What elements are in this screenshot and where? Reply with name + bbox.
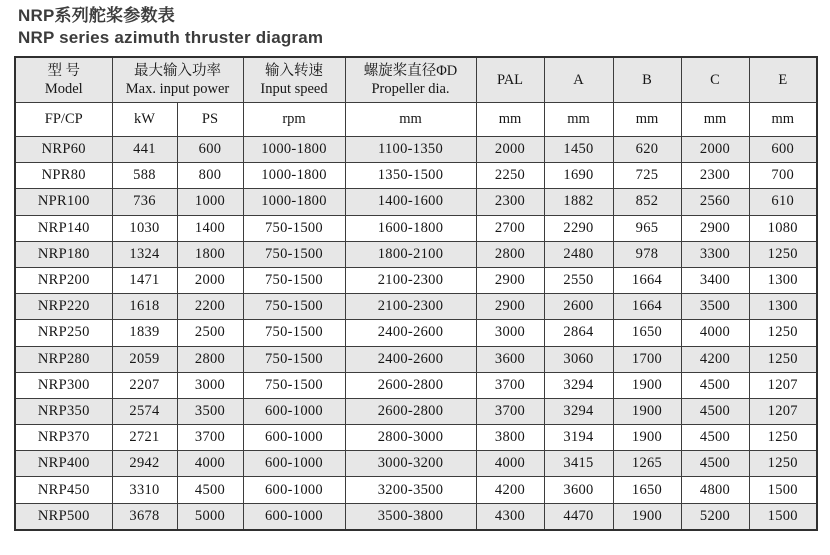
cell-a: 3060 bbox=[544, 346, 613, 372]
col-header-model-cn: 型 号 bbox=[47, 63, 81, 79]
table-row bbox=[15, 425, 817, 451]
cell-a: 3600 bbox=[544, 477, 613, 503]
cell-ps: 3700 bbox=[177, 425, 243, 451]
cell-c: 4500 bbox=[681, 451, 749, 477]
cell-pal: 2900 bbox=[476, 294, 544, 320]
cell-a: 4470 bbox=[544, 503, 613, 530]
cell-rpm: 750-1500 bbox=[243, 241, 345, 267]
cell-model: NRP450 bbox=[15, 477, 112, 503]
col-header-model-en: Model bbox=[44, 81, 83, 97]
cell-rpm: 750-1500 bbox=[243, 267, 345, 293]
cell-pal: 4000 bbox=[476, 451, 544, 477]
cell-pal: 3600 bbox=[476, 346, 544, 372]
cell-pal: 2800 bbox=[476, 241, 544, 267]
page-title-chinese: NRP系列舵桨参数表 bbox=[18, 6, 175, 25]
cell-e: 1080 bbox=[749, 215, 817, 241]
cell-ps: 5000 bbox=[177, 503, 243, 530]
cell-e: 1207 bbox=[749, 372, 817, 398]
cell-model: NRP300 bbox=[15, 372, 112, 398]
cell-model: NRP370 bbox=[15, 425, 112, 451]
cell-ps: 2200 bbox=[177, 294, 243, 320]
table-row bbox=[15, 320, 817, 346]
cell-pal: 3800 bbox=[476, 425, 544, 451]
cell-model: NPR100 bbox=[15, 189, 112, 215]
cell-pal: 4300 bbox=[476, 503, 544, 530]
cell-c: 2300 bbox=[681, 163, 749, 189]
table-row bbox=[15, 398, 817, 424]
col-header-b: B bbox=[613, 57, 681, 103]
cell-dia: 3500-3800 bbox=[345, 503, 476, 530]
header-row bbox=[15, 57, 817, 103]
cell-c: 3500 bbox=[681, 294, 749, 320]
cell-model: NRP350 bbox=[15, 398, 112, 424]
cell-kw: 1324 bbox=[112, 241, 177, 267]
cell-rpm: 750-1500 bbox=[243, 372, 345, 398]
table-row bbox=[15, 346, 817, 372]
cell-dia: 3000-3200 bbox=[345, 451, 476, 477]
page-header bbox=[0, 0, 830, 49]
cell-ps: 3500 bbox=[177, 398, 243, 424]
cell-model: NRP140 bbox=[15, 215, 112, 241]
cell-ps: 2800 bbox=[177, 346, 243, 372]
cell-kw: 1618 bbox=[112, 294, 177, 320]
thruster-parameter-table bbox=[14, 56, 818, 531]
unit-model: FP/CP bbox=[15, 103, 112, 137]
cell-dia: 2100-2300 bbox=[345, 294, 476, 320]
cell-rpm: 1000-1800 bbox=[243, 137, 345, 163]
cell-model: NRP220 bbox=[15, 294, 112, 320]
cell-dia: 2800-3000 bbox=[345, 425, 476, 451]
cell-b: 978 bbox=[613, 241, 681, 267]
page-title-english: NRP series azimuth thruster diagram bbox=[18, 28, 324, 47]
cell-e: 1207 bbox=[749, 398, 817, 424]
cell-kw: 2942 bbox=[112, 451, 177, 477]
cell-model: NRP60 bbox=[15, 137, 112, 163]
unit-e: mm bbox=[749, 103, 817, 137]
cell-b: 1664 bbox=[613, 294, 681, 320]
cell-kw: 3310 bbox=[112, 477, 177, 503]
cell-model: NRP280 bbox=[15, 346, 112, 372]
table-row bbox=[15, 294, 817, 320]
cell-dia: 2100-2300 bbox=[345, 267, 476, 293]
col-header-model bbox=[15, 57, 112, 103]
cell-rpm: 750-1500 bbox=[243, 215, 345, 241]
cell-rpm: 750-1500 bbox=[243, 346, 345, 372]
cell-c: 4200 bbox=[681, 346, 749, 372]
unit-rpm: rpm bbox=[243, 103, 345, 137]
cell-e: 1250 bbox=[749, 346, 817, 372]
cell-dia: 2600-2800 bbox=[345, 372, 476, 398]
cell-a: 2290 bbox=[544, 215, 613, 241]
cell-c: 3400 bbox=[681, 267, 749, 293]
cell-rpm: 600-1000 bbox=[243, 425, 345, 451]
cell-kw: 1471 bbox=[112, 267, 177, 293]
cell-ps: 4500 bbox=[177, 477, 243, 503]
col-header-c: C bbox=[681, 57, 749, 103]
cell-e: 1250 bbox=[749, 241, 817, 267]
cell-a: 2550 bbox=[544, 267, 613, 293]
cell-model: NRP200 bbox=[15, 267, 112, 293]
cell-c: 4500 bbox=[681, 425, 749, 451]
cell-b: 1900 bbox=[613, 398, 681, 424]
table-row bbox=[15, 503, 817, 530]
unit-b: mm bbox=[613, 103, 681, 137]
cell-a: 1690 bbox=[544, 163, 613, 189]
cell-rpm: 600-1000 bbox=[243, 503, 345, 530]
cell-dia: 2400-2600 bbox=[345, 320, 476, 346]
cell-c: 4800 bbox=[681, 477, 749, 503]
cell-pal: 2250 bbox=[476, 163, 544, 189]
cell-a: 2480 bbox=[544, 241, 613, 267]
cell-ps: 1800 bbox=[177, 241, 243, 267]
cell-ps: 2000 bbox=[177, 267, 243, 293]
cell-model: NPR80 bbox=[15, 163, 112, 189]
table-row bbox=[15, 451, 817, 477]
cell-rpm: 750-1500 bbox=[243, 320, 345, 346]
cell-a: 3294 bbox=[544, 398, 613, 424]
cell-c: 5200 bbox=[681, 503, 749, 530]
col-header-a: A bbox=[544, 57, 613, 103]
cell-pal: 2700 bbox=[476, 215, 544, 241]
cell-pal: 2000 bbox=[476, 137, 544, 163]
cell-kw: 441 bbox=[112, 137, 177, 163]
cell-rpm: 1000-1800 bbox=[243, 189, 345, 215]
col-header-propeller-dia bbox=[345, 57, 476, 103]
unit-kw: kW bbox=[112, 103, 177, 137]
cell-model: NRP400 bbox=[15, 451, 112, 477]
cell-rpm: 600-1000 bbox=[243, 477, 345, 503]
cell-kw: 2207 bbox=[112, 372, 177, 398]
cell-dia: 2400-2600 bbox=[345, 346, 476, 372]
cell-dia: 2600-2800 bbox=[345, 398, 476, 424]
cell-kw: 1030 bbox=[112, 215, 177, 241]
col-header-speed-cn: 输入转速 bbox=[265, 63, 323, 79]
cell-pal: 2900 bbox=[476, 267, 544, 293]
cell-c: 2900 bbox=[681, 215, 749, 241]
cell-e: 610 bbox=[749, 189, 817, 215]
col-header-e: E bbox=[749, 57, 817, 103]
cell-ps: 4000 bbox=[177, 451, 243, 477]
unit-dia: mm bbox=[345, 103, 476, 137]
cell-b: 1900 bbox=[613, 425, 681, 451]
cell-rpm: 600-1000 bbox=[243, 451, 345, 477]
cell-e: 1250 bbox=[749, 320, 817, 346]
cell-e: 1500 bbox=[749, 477, 817, 503]
cell-dia: 3200-3500 bbox=[345, 477, 476, 503]
cell-a: 2600 bbox=[544, 294, 613, 320]
cell-ps: 2500 bbox=[177, 320, 243, 346]
cell-ps: 1400 bbox=[177, 215, 243, 241]
cell-ps: 3000 bbox=[177, 372, 243, 398]
cell-b: 620 bbox=[613, 137, 681, 163]
cell-kw: 1839 bbox=[112, 320, 177, 346]
table-row bbox=[15, 241, 817, 267]
cell-pal: 3700 bbox=[476, 372, 544, 398]
cell-kw: 2574 bbox=[112, 398, 177, 424]
cell-pal: 2300 bbox=[476, 189, 544, 215]
cell-c: 2560 bbox=[681, 189, 749, 215]
cell-dia: 1600-1800 bbox=[345, 215, 476, 241]
unit-ps: PS bbox=[177, 103, 243, 137]
cell-b: 1664 bbox=[613, 267, 681, 293]
cell-b: 1900 bbox=[613, 503, 681, 530]
table-row bbox=[15, 372, 817, 398]
cell-dia: 1800-2100 bbox=[345, 241, 476, 267]
cell-b: 1700 bbox=[613, 346, 681, 372]
cell-e: 1300 bbox=[749, 267, 817, 293]
col-header-dia-en: Propeller dia. bbox=[371, 81, 450, 97]
cell-e: 600 bbox=[749, 137, 817, 163]
cell-c: 4500 bbox=[681, 398, 749, 424]
unit-a: mm bbox=[544, 103, 613, 137]
cell-kw: 588 bbox=[112, 163, 177, 189]
col-header-max-input-power bbox=[112, 57, 243, 103]
cell-b: 852 bbox=[613, 189, 681, 215]
table-body bbox=[15, 137, 817, 530]
table-row bbox=[15, 189, 817, 215]
cell-e: 1500 bbox=[749, 503, 817, 530]
col-header-speed-en: Input speed bbox=[260, 81, 328, 97]
cell-dia: 1350-1500 bbox=[345, 163, 476, 189]
cell-c: 3300 bbox=[681, 241, 749, 267]
unit-c: mm bbox=[681, 103, 749, 137]
cell-pal: 3000 bbox=[476, 320, 544, 346]
cell-c: 2000 bbox=[681, 137, 749, 163]
cell-a: 3415 bbox=[544, 451, 613, 477]
cell-b: 725 bbox=[613, 163, 681, 189]
cell-a: 1882 bbox=[544, 189, 613, 215]
cell-rpm: 750-1500 bbox=[243, 294, 345, 320]
cell-b: 1900 bbox=[613, 372, 681, 398]
table-row bbox=[15, 163, 817, 189]
cell-rpm: 1000-1800 bbox=[243, 163, 345, 189]
cell-pal: 4200 bbox=[476, 477, 544, 503]
cell-kw: 2721 bbox=[112, 425, 177, 451]
cell-e: 1300 bbox=[749, 294, 817, 320]
col-header-dia-cn: 螺旋桨直径ΦD bbox=[363, 63, 458, 79]
cell-b: 1650 bbox=[613, 477, 681, 503]
units-row bbox=[15, 103, 817, 137]
cell-e: 1250 bbox=[749, 425, 817, 451]
cell-e: 1250 bbox=[749, 451, 817, 477]
cell-a: 3294 bbox=[544, 372, 613, 398]
cell-ps: 1000 bbox=[177, 189, 243, 215]
cell-kw: 736 bbox=[112, 189, 177, 215]
unit-pal: mm bbox=[476, 103, 544, 137]
col-header-power-cn: 最大输入功率 bbox=[134, 63, 221, 79]
cell-c: 4500 bbox=[681, 372, 749, 398]
cell-dia: 1100-1350 bbox=[345, 137, 476, 163]
table-row bbox=[15, 267, 817, 293]
cell-b: 965 bbox=[613, 215, 681, 241]
cell-a: 2864 bbox=[544, 320, 613, 346]
cell-kw: 3678 bbox=[112, 503, 177, 530]
cell-rpm: 600-1000 bbox=[243, 398, 345, 424]
col-header-power-en: Max. input power bbox=[125, 81, 230, 97]
cell-a: 3194 bbox=[544, 425, 613, 451]
cell-e: 700 bbox=[749, 163, 817, 189]
cell-model: NRP250 bbox=[15, 320, 112, 346]
cell-model: NRP180 bbox=[15, 241, 112, 267]
cell-ps: 800 bbox=[177, 163, 243, 189]
cell-b: 1265 bbox=[613, 451, 681, 477]
cell-model: NRP500 bbox=[15, 503, 112, 530]
table-head bbox=[15, 57, 817, 137]
table-row bbox=[15, 477, 817, 503]
col-header-pal: PAL bbox=[476, 57, 544, 103]
table-row bbox=[15, 215, 817, 241]
cell-b: 1650 bbox=[613, 320, 681, 346]
table-row bbox=[15, 137, 817, 163]
cell-ps: 600 bbox=[177, 137, 243, 163]
cell-kw: 2059 bbox=[112, 346, 177, 372]
cell-c: 4000 bbox=[681, 320, 749, 346]
cell-dia: 1400-1600 bbox=[345, 189, 476, 215]
cell-pal: 3700 bbox=[476, 398, 544, 424]
cell-a: 1450 bbox=[544, 137, 613, 163]
col-header-input-speed bbox=[243, 57, 345, 103]
